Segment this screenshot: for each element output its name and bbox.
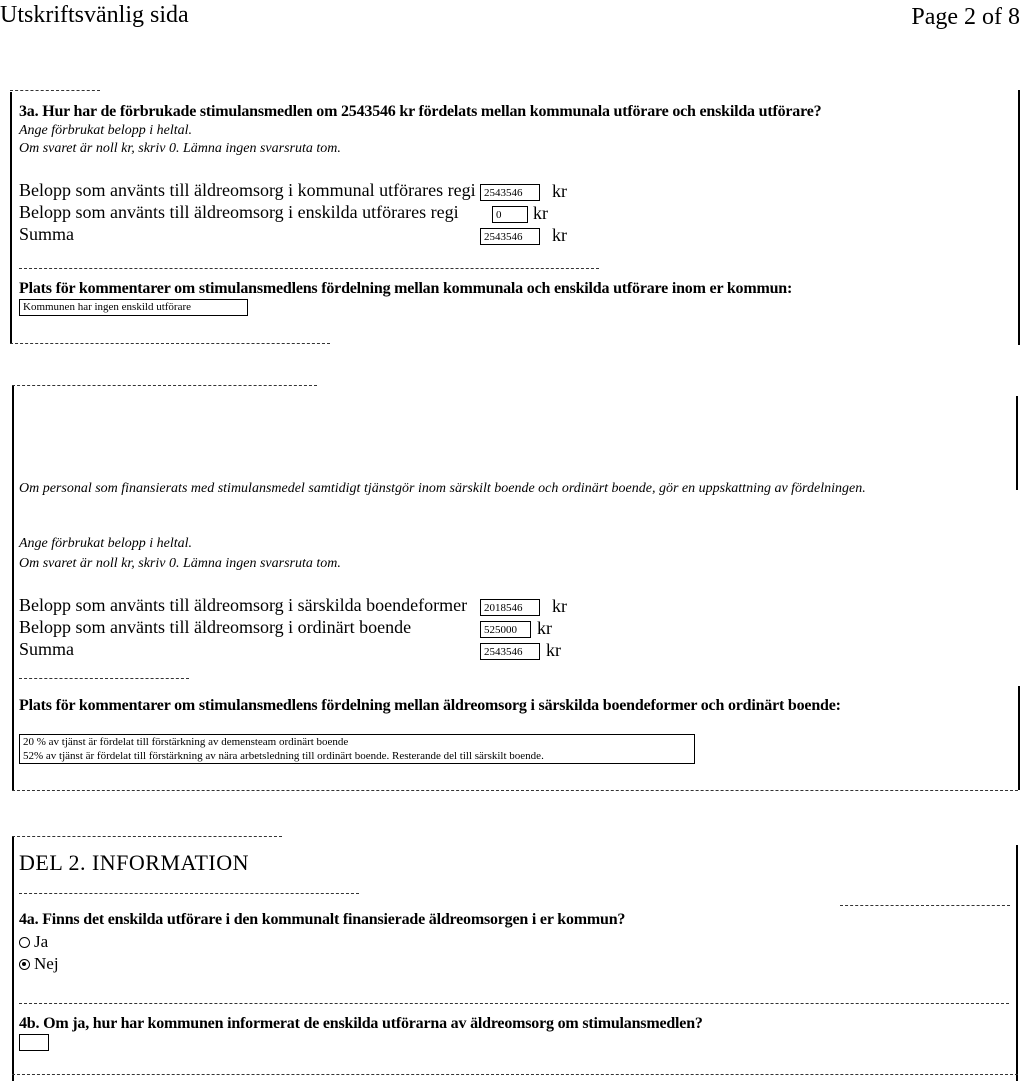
divider [19, 268, 599, 269]
row-label-summa: Summa [19, 224, 75, 244]
divider [10, 90, 100, 91]
row-label-kommunal: Belopp som använts till äldreomsorg i kommunal utförares regi [19, 180, 476, 200]
unit-kr: kr [546, 640, 561, 660]
amount-sarskilt-input[interactable]: 2018546 [480, 599, 540, 616]
radio-label-nej: Nej [34, 954, 59, 973]
section-3b-left-border [12, 386, 14, 790]
section-3b-right-border-lower [1018, 686, 1020, 790]
question-3a: 3a. Hur har de förbrukade stimulansmedlen om 2543546 kr fördelats mellan kommunala utförare och enskilda utförare? [19, 103, 822, 120]
unit-kr: kr [533, 203, 548, 223]
unit-kr: kr [537, 618, 552, 638]
divider [12, 1074, 1018, 1075]
divider [19, 1003, 1009, 1004]
unit-kr: kr [552, 225, 567, 245]
note-estimate: Om personal som finansierats med stimulansmedel samtidigt tjänstgör inom särskilt boende och ordinärt boende, gör en uppskattning av fördelningen. [19, 481, 866, 496]
radio-icon[interactable] [19, 937, 30, 948]
question-4b: 4b. Om ja, hur har kommunen informerat de enskilda utförarna av äldreomsorg om stimulansmedlen? [19, 1015, 703, 1032]
row-label-enskild: Belopp som använts till äldreomsorg i enskilda utförares regi [19, 202, 459, 222]
comment-input-3b[interactable] [19, 734, 695, 764]
comment-line: 52% av tjänst är fördelat till förstärkning av nära arbetsledning till ordinärt boende. Resterande del till särskilt boende. [23, 750, 544, 762]
amount-summa-3b-input[interactable]: 2543546 [480, 643, 540, 660]
amount-ordinart-input[interactable]: 525000 [480, 621, 531, 638]
divider [12, 385, 317, 386]
radio-checked-icon[interactable] [19, 959, 30, 970]
row-label-ordinart: Belopp som använts till äldreomsorg i ordinärt boende [19, 617, 412, 637]
question-4a: 4a. Finns det enskilda utförare i den kommunalt finansierade äldreomsorgen i er kommun? [19, 911, 626, 928]
answer-input-4b[interactable] [19, 1034, 49, 1051]
amount-kommunal-input[interactable]: 2543546 [480, 184, 540, 201]
row-label-summa: Summa [19, 639, 75, 659]
divider [19, 893, 359, 894]
comment-input-3a[interactable]: Kommunen har ingen enskild utförare [19, 299, 248, 316]
hint-zero: Om svaret är noll kr, skriv 0. Lämna ingen svarsruta tom. [19, 556, 341, 571]
unit-kr: kr [552, 181, 567, 201]
divider [10, 343, 330, 344]
section-3a-right-border [1018, 90, 1020, 345]
print-title: Utskriftsvänlig sida [0, 2, 189, 28]
comment-heading-3a: Plats för kommentarer om stimulansmedlens fördelning mellan kommunala och enskilda utförare inom er kommun: [19, 280, 793, 297]
hint-integer: Ange förbrukat belopp i heltal. [19, 123, 193, 138]
divider [19, 678, 189, 679]
amount-enskild-input[interactable]: 0 [492, 206, 528, 223]
radio-label-ja: Ja [34, 932, 49, 951]
divider [840, 905, 1010, 906]
unit-kr: kr [552, 596, 567, 616]
hint-integer: Ange förbrukat belopp i heltal. [19, 536, 193, 551]
section-del2-left-border [12, 837, 14, 1081]
radio-option-nej[interactable] [19, 953, 59, 975]
hint-zero: Om svaret är noll kr, skriv 0. Lämna ingen svarsruta tom. [19, 141, 341, 156]
section-title-del2: DEL 2. INFORMATION [19, 850, 250, 875]
radio-option-ja[interactable] [19, 931, 48, 953]
section-del2-right-border [1016, 845, 1018, 1081]
divider [12, 790, 1018, 791]
comment-line: 20 % av tjänst är fördelat till förstärkning av demensteam ordinärt boende [23, 736, 349, 748]
section-3b-right-border [1016, 396, 1018, 490]
divider [12, 836, 282, 837]
comment-heading-3b: Plats för kommentarer om stimulansmedlens fördelning mellan äldreomsorg i särskilda boendeformer och ordinärt boende: [19, 697, 841, 714]
amount-summa-input[interactable]: 2543546 [480, 228, 540, 245]
section-3a-left-border [10, 92, 12, 344]
page-indicator: Page 2 of 8 [911, 4, 1020, 30]
row-label-sarskilt: Belopp som använts till äldreomsorg i särskilda boendeformer [19, 595, 468, 615]
